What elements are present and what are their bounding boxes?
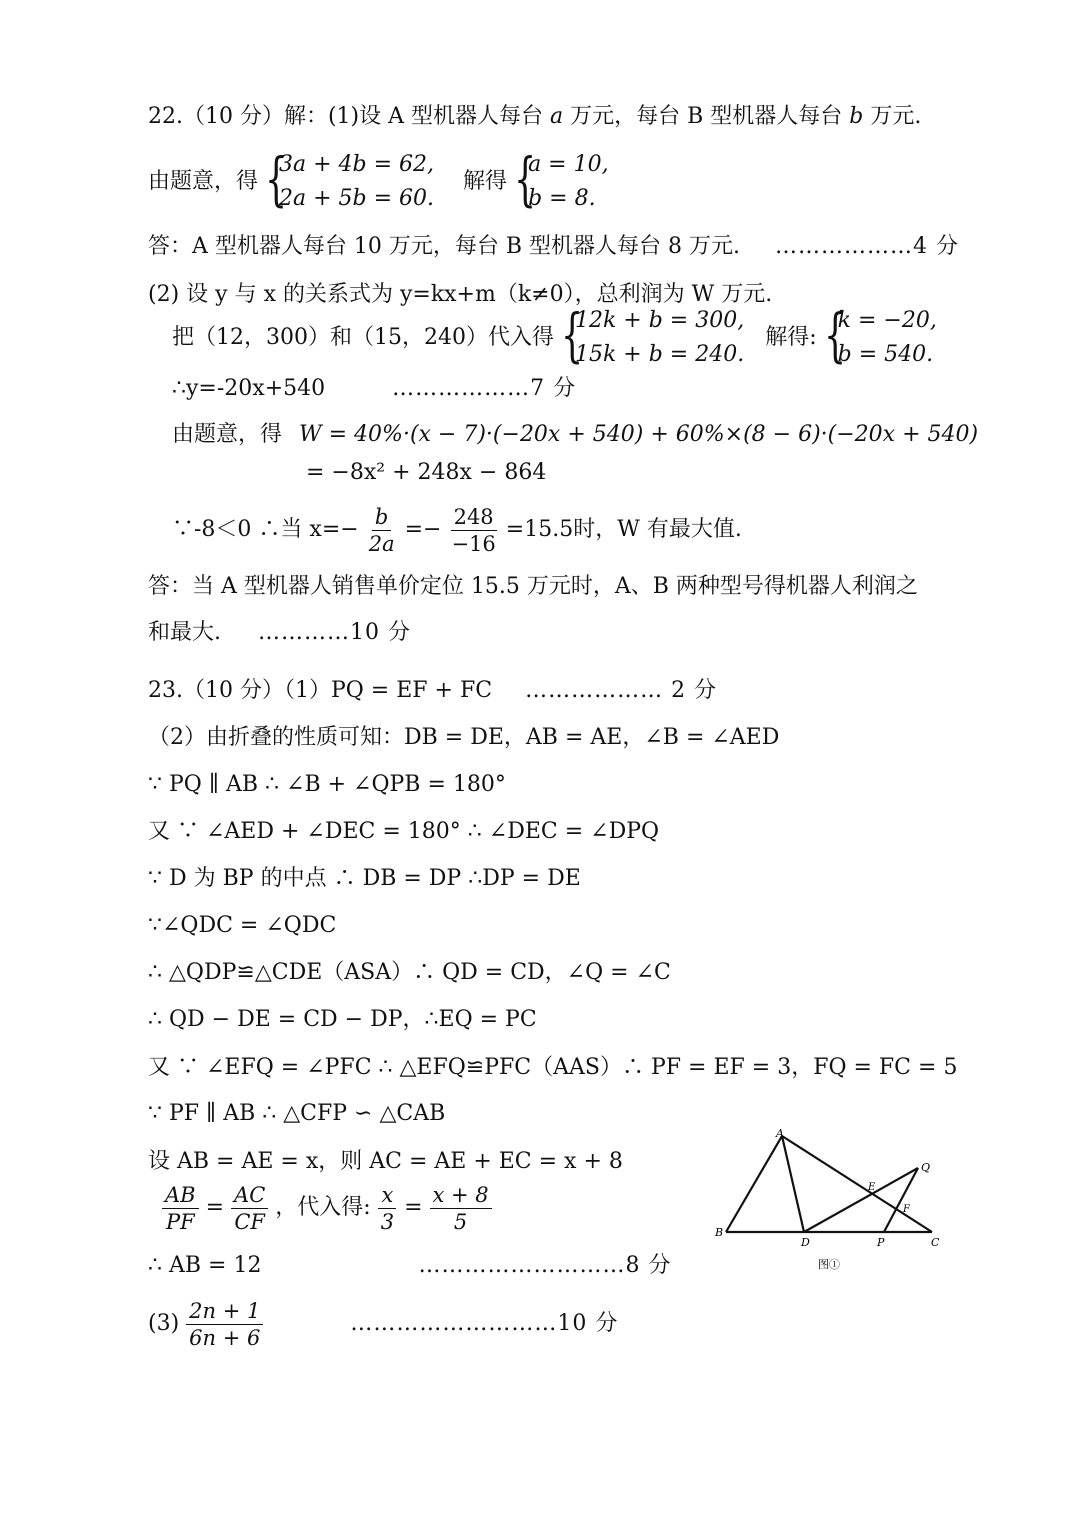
q22-answer1-line	[148, 232, 959, 262]
substitute-prefix: 把（12，300）和（15，240）代入得	[172, 325, 554, 350]
eq2b: 15k + b = 240.	[574, 342, 745, 367]
ratio-x-3: $\frac{x}{3}$	[378, 1182, 397, 1235]
q22-w-line	[172, 420, 978, 450]
label-f: F	[903, 1204, 910, 1215]
sol1a: a = 10,	[528, 152, 609, 177]
q22-part2-header: (2) 设 y 与 x 的关系式为 y=kx+m（k≠0），总利润为 W 万元.	[148, 282, 773, 307]
sol2b: b = 540.	[837, 342, 934, 367]
score-4: ………………4 分	[775, 234, 959, 259]
eq2a: 12k + b = 300,	[574, 308, 745, 333]
ratio-x8-5: $\frac{x + 8}{5}$	[430, 1182, 492, 1235]
fraction-b-2a: $\frac{b}{2a}$	[368, 504, 395, 556]
therefore-y: ∴y=-20x+540	[172, 376, 326, 401]
score-10: …………10 分	[258, 620, 411, 645]
q23-line-11: 设 AB = AE = x，则 AC = AE + EC = x + 8	[148, 1149, 623, 1174]
q23-line-13	[148, 1251, 671, 1281]
because-prefix: ∵-8＜0 ∴当 x=−	[172, 517, 359, 542]
fraction-248-16: $\frac{248}{-16}$	[451, 504, 496, 556]
w-prefix: 由题意，得	[172, 422, 283, 447]
substitute-label: ，代入得:	[275, 1195, 371, 1220]
q23-line-2: （2）由折叠的性质可知：DB = DE，AB = AE，∠B = ∠AED	[148, 725, 780, 750]
label-b: B	[715, 1226, 724, 1239]
ratio-ac-cf: $\frac{AC}{CF}$	[231, 1182, 268, 1235]
part3-label: (3)	[148, 1311, 180, 1336]
equation-system-1: { 3a + 4b = 62, 2a + 5b = 60.	[265, 148, 434, 216]
eq1b: 2a + 5b = 60.	[279, 186, 435, 211]
q22-tail: 万元.	[870, 104, 922, 129]
q23-line-10: ∵ PF ∥ AB ∴ △CFP ∽ △CAB	[148, 1101, 446, 1126]
equation-system-2: { 12k + b = 300, 15k + b = 240.	[561, 304, 744, 372]
q22-header-line	[148, 102, 921, 132]
because-suffix: =15.5时，W 有最大值.	[505, 517, 742, 542]
sol1b: b = 8.	[528, 186, 596, 211]
score-8: ………………………8 分	[418, 1253, 672, 1278]
ratio-ab-pf: $\frac{AB}{PF}$	[162, 1182, 199, 1235]
answer1: 答：A 型机器人每台 10 万元，每台 B 型机器人每台 8 万元.	[148, 234, 740, 259]
solve-label-1: 解得	[463, 169, 508, 194]
q22-max-line	[172, 502, 742, 558]
solution-system-1: { a = 10, b = 8.	[514, 148, 609, 216]
score-2: ……………… 2 分	[525, 678, 718, 703]
solve-label-2: 解得:	[765, 325, 817, 350]
q23-line-6: ∵∠QDC = ∠QDC	[148, 913, 337, 938]
q22-mid: 万元，每台 B 型机器人每台	[570, 104, 843, 129]
score-7: ………………7 分	[392, 376, 577, 401]
given-prefix: 由题意，得	[148, 169, 259, 194]
q23-line-5: ∵ D 为 BP 的中点 ∴ DB = DP ∴DP = DE	[148, 866, 581, 891]
figure-caption: 图①	[818, 1258, 840, 1271]
q22-sub-line	[172, 301, 937, 372]
q23-part3-line	[148, 1296, 618, 1352]
q23-ratio-line: $\frac{AB}{PF}$ = $\frac{AC}{CF}$ ，代入得: $\frac{x}{3}$ = $\frac{x + 8}{5}$	[162, 1180, 492, 1236]
w-expression-1: W = 40%·(x − 7)·(−20x + 540) + 60%×(8 − 6)·(−20x + 540)	[299, 422, 979, 447]
q23-line-7: ∴ △QDP≌△CDE（ASA）∴ QD = CD，∠Q = ∠C	[148, 960, 671, 985]
equals-minus: =−	[404, 517, 442, 542]
q22-answer2-line1: 答：当 A 型机器人销售单价定位 15.5 万元时，A、B 两种型号得机器人利润之	[148, 574, 918, 599]
label-e: E	[868, 1182, 876, 1193]
sol2a: k = −20,	[837, 308, 937, 333]
solution-system-2: { k = −20, b = 540.	[824, 304, 937, 372]
w-expression-2: = −8x² + 248x − 864	[306, 460, 547, 485]
part3-answer: $\frac{2n + 1}{6n + 6}$	[186, 1298, 263, 1351]
eq1a: 3a + 4b = 62,	[279, 152, 435, 177]
q23-line-3: ∵ PQ ∥ AB ∴ ∠B + ∠QPB = 180°	[148, 772, 506, 797]
q23-line-4: 又 ∵ ∠AED + ∠DEC = 180° ∴ ∠DEC = ∠DPQ	[148, 819, 660, 844]
q22-header: 22.（10 分）解：(1)设 A 型机器人每台	[148, 104, 544, 129]
q23-line-8: ∴ QD − DE = CD − DP，∴EQ = PC	[148, 1007, 537, 1032]
q22-y-line	[172, 374, 576, 404]
score-10-q23: ………………………10 分	[350, 1311, 619, 1336]
segment-ab	[726, 1136, 782, 1232]
q22-system-line	[148, 145, 609, 216]
q23-header: 23.（10 分）（1）PQ = EF + FC	[148, 678, 493, 703]
answer2-end: 和最大.	[148, 620, 221, 645]
q23-line-9: 又 ∵ ∠EFQ = ∠PFC ∴ △EFQ≌PFC（AAS）∴ PF = EF = 3，FQ = FC = 5	[148, 1055, 958, 1080]
segment-ad	[782, 1136, 804, 1232]
label-a: A	[776, 1128, 784, 1140]
label-d: D	[801, 1236, 810, 1249]
label-p: P	[877, 1236, 885, 1249]
label-c: C	[931, 1236, 940, 1249]
q23-header-line	[148, 676, 717, 706]
var-a: a	[550, 104, 564, 129]
ab-result: ∴ AB = 12	[148, 1253, 262, 1278]
label-q: Q	[921, 1161, 931, 1174]
var-b: b	[849, 104, 864, 129]
triangle-figure	[710, 1128, 950, 1278]
q22-answer2-line2	[148, 618, 411, 648]
